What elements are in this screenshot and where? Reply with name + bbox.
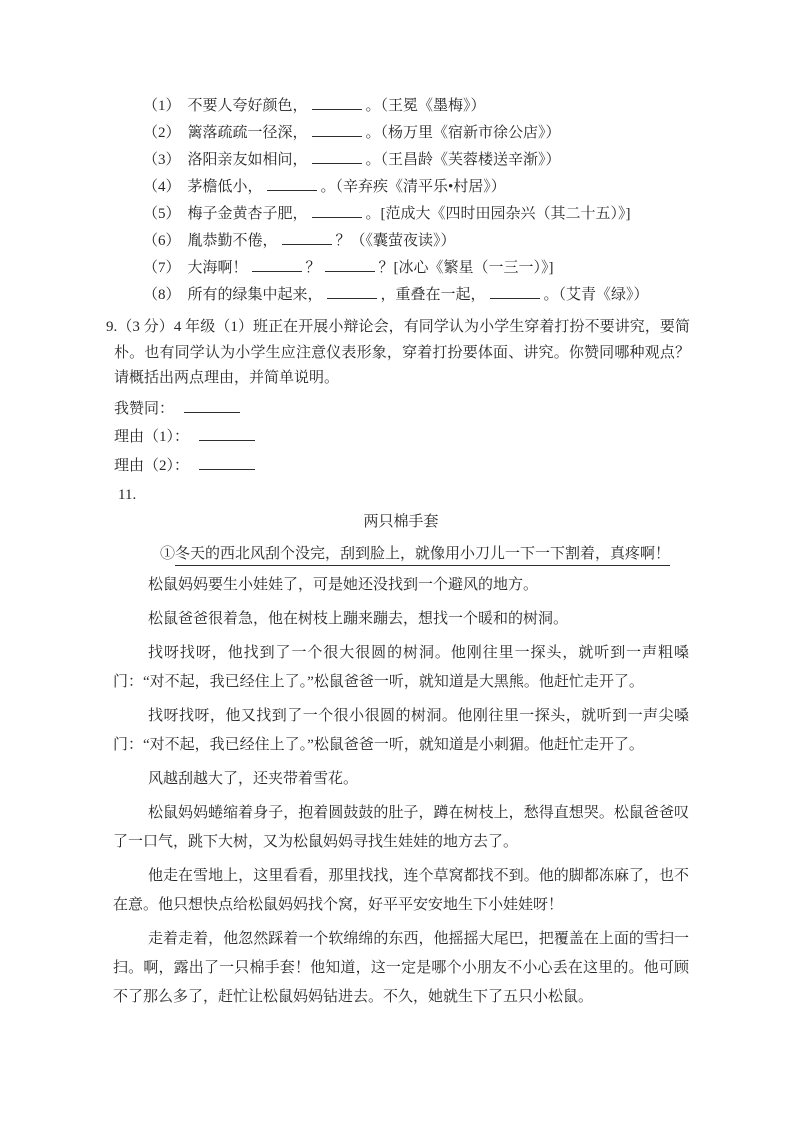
question-9-answer-lines xyxy=(114,395,690,481)
answer-blank[interactable] xyxy=(282,229,332,245)
poem-fill-item xyxy=(143,93,793,120)
item-text: 洛阳亲友如相问， xyxy=(187,152,308,168)
answer-label: 理由（1）： xyxy=(114,429,190,445)
circled-number-marker: ① xyxy=(160,546,176,562)
item-text: 梅子金黄杏子肥， xyxy=(187,206,308,222)
item-number: （4） xyxy=(143,179,181,195)
question-9-number: 9. xyxy=(106,319,118,335)
item-text: 所有的绿集中起来， xyxy=(187,287,323,303)
answer-blank[interactable] xyxy=(312,148,362,164)
story-paragraph: 找呀找呀，他找到了一个很大很圆的树洞。他刚往里一探头，就听到一声粗嗓门：“对不起，我已经住上了。”松鼠爸爸一听，就知道是大黑熊。他赶忙走开了。 xyxy=(113,645,689,690)
answer-label: 理由（2）： xyxy=(114,457,190,474)
answer-blank[interactable] xyxy=(312,94,362,110)
story-paragraphs xyxy=(113,571,689,1012)
poem-fill-item xyxy=(143,255,793,282)
poem-fill-item xyxy=(143,147,793,174)
item-number: （7） xyxy=(143,260,181,276)
story-paragraph: 走着走着，他忽然踩着一个软绵绵的东西，他摇摇大尾巴，把覆盖在上面的雪扫一扫。啊，露出了一只棉手套！他知道，这一定是哪个小朋友不小心丢在这里的。他可顾不了那么多了，赶忙让松鼠妈妈钻进去。不久，她就生下了五只小松鼠。 xyxy=(113,931,689,1005)
answer-line xyxy=(114,395,690,424)
answer-blank[interactable] xyxy=(325,256,375,272)
answer-line xyxy=(114,452,690,481)
item-number: （8） xyxy=(143,287,181,303)
item-text: 胤恭勤不倦， xyxy=(187,233,278,249)
item-number: （2） xyxy=(143,125,181,141)
poem-fill-item xyxy=(143,228,793,255)
answer-blank[interactable] xyxy=(267,175,317,191)
poem-fill-item xyxy=(143,174,793,201)
answer-label: 我赞同： xyxy=(114,400,175,417)
answer-blank[interactable] xyxy=(199,454,255,470)
answer-blank[interactable] xyxy=(312,202,362,218)
answer-blank[interactable] xyxy=(184,397,240,413)
story-paragraph: 找呀找呀，他又找到了一个很小很圆的树洞。他刚往里一探头，就听到一声尖嗓门：“对不起，我已经住上了。”松鼠爸爸一听，就知道是小刺猸。他赶忙走开了。 xyxy=(113,708,689,753)
story-opening-underlined-text: 冬天的西北风刮个没完，刮到脸上，就像用小刀儿一下一下割着，真疼啊！ xyxy=(175,546,670,566)
story-title: 两只棉手套 xyxy=(363,514,439,530)
story-paragraph: 松鼠爸爸很着急，他在树枝上蹦来蹦去，想找一个暖和的树洞。 xyxy=(148,611,569,627)
question-11-number: 11. xyxy=(118,487,137,503)
item-text: ？（《囊萤夜读》） xyxy=(335,233,456,249)
answer-blank[interactable] xyxy=(252,256,302,272)
item-number: （3） xyxy=(143,152,181,168)
story-paragraph: 他走在雪地上，这里看看，那里找找，连个草窝都找不到。他的脚都冻麻了，也不在意。他只想快点给松鼠妈妈找个窝，好平平安安地生下小娃娃呀！ xyxy=(113,868,689,913)
story-opening-line xyxy=(113,539,689,569)
answer-blank[interactable] xyxy=(327,283,377,299)
question-11 xyxy=(113,482,689,1012)
question-9 xyxy=(106,315,690,480)
item-text: 茅檐低小， xyxy=(187,179,263,195)
answer-line xyxy=(114,423,690,452)
poem-fill-item xyxy=(143,201,793,228)
story-paragraph: 松鼠妈妈蜷缩着身子，抱着圆鼓鼓的肚子，蹲在树枝上，愁得直想哭。松鼠爸爸叹了一口气，跳下大树，又为松鼠妈妈寻找生娃娃的地方去了。 xyxy=(113,805,689,850)
poem-fill-section xyxy=(143,93,793,309)
item-text: 不要人夸好颜色， xyxy=(187,98,308,114)
answer-blank[interactable] xyxy=(312,121,362,137)
poem-fill-item xyxy=(143,282,793,309)
item-number: （5） xyxy=(143,206,181,222)
item-number: （1） xyxy=(143,98,181,114)
item-text: ，重叠在一起， xyxy=(380,287,486,303)
item-text: 。（王昌龄《芙蓉楼送辛渐》） xyxy=(365,152,561,168)
poem-fill-item xyxy=(143,120,793,147)
story-paragraph: 松鼠妈妈要生小娃娃了，可是她还没找到一个避风的地方。 xyxy=(148,577,539,593)
question-9-score: （3 分） xyxy=(117,319,174,335)
item-text: ？ xyxy=(305,260,321,276)
item-number: （6） xyxy=(143,233,181,249)
item-text: 。（杨万里《宿新市徐公店》） xyxy=(365,125,561,141)
item-text: ？[冰心《繁星（一三一）》] xyxy=(378,260,554,276)
item-text: 。（艾青《绿》） xyxy=(543,287,649,303)
question-9-body: 4 年级（1）班正在开展小辩论会，有同学认为小学生穿着打扮不要讲究，要简朴。也有同学认为小学生应注意仪表形象，穿着打扮要体面、讲究。你赞同哪种观点？请概括出两点理由，并简单说明。 xyxy=(114,319,690,386)
item-text: 篱落疏疏一径深， xyxy=(187,125,308,141)
answer-blank[interactable] xyxy=(490,283,540,299)
answer-blank[interactable] xyxy=(199,425,255,441)
item-text: 。（王冕《墨梅》） xyxy=(365,98,486,114)
question-9-text xyxy=(106,315,690,392)
item-text: 。（辛弃疾《清平乐•村居》） xyxy=(320,179,506,195)
item-text: 。[范成大《四时田园杂兴（其二十五）》] xyxy=(365,206,631,222)
story-paragraph: 风越刮越大了，还夹带着雪花。 xyxy=(148,771,359,787)
item-text: 大海啊！ xyxy=(187,260,248,276)
